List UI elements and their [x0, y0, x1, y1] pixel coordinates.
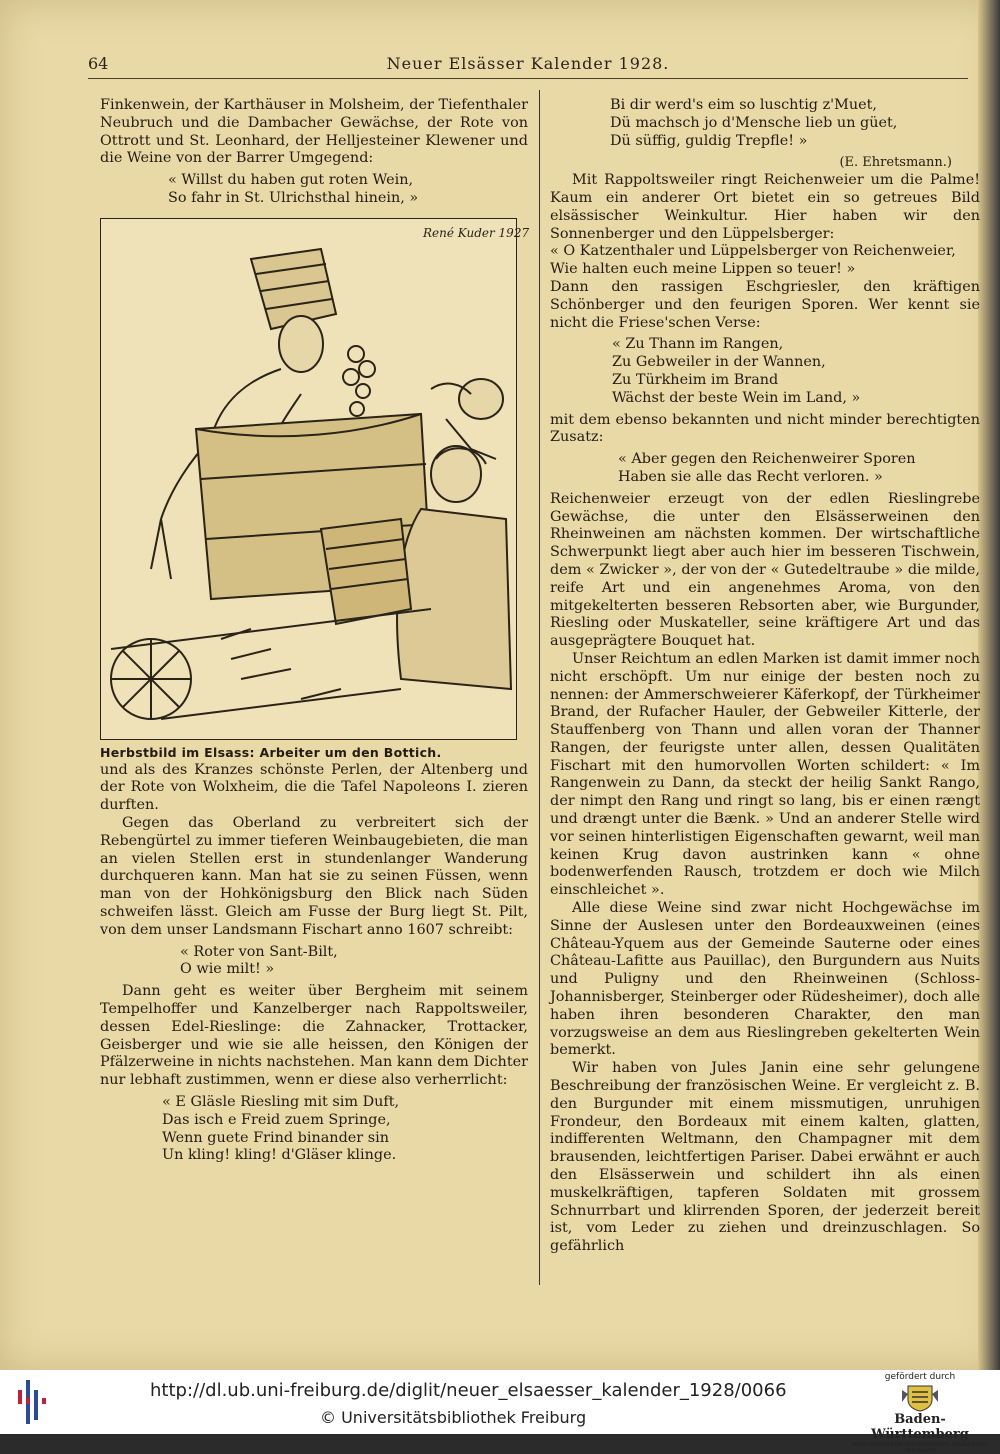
- sponsor-name: Baden-Württemberg: [871, 1412, 969, 1442]
- column-divider: [539, 90, 540, 1285]
- paragraph: Alle diese Weine sind zwar nicht Hochgewächse im Sinne der Auslesen unter den Bordeauxweinen (eines Château-Yquem aus der Gemeinde Sauterne oder eines Château-Lafitte aus Pauillac), den Burgundern aus Nuits und Puligny und den Rheinweinen (Schloss-Johannisberger, Steinberger oder Rüdesheimer), doch alle haben ihren besonderen Charakter, den man vorzugsweise an dem aus Rieslingreben gekelterten Wein bemerkt.: [550, 900, 980, 1059]
- paragraph: Gegen das Oberland zu verbreitert sich der Rebengürtel zu immer tieferen Weinbaugebieten, die man an vielen Stellen erst in stundenlanger Wanderung durchqueren kann. Man hat sie zu seinen Füssen, wenn man von der Hohkönigsburg den Blick nach Süden schweifen lässt. Gleich am Fusse der Burg liegt St. Pilt, von dem unser Landsmann Fischart anno 1607 schreibt:: [100, 814, 528, 938]
- page-title: Neuer Elsässer Kalender 1928.: [386, 54, 670, 73]
- verse-author: (E. Ehretsmann.): [839, 155, 952, 171]
- illustration-grape-harvest: [100, 218, 530, 740]
- paragraph: mit dem ebenso bekannten und nicht minder berechtigten Zusatz:: [550, 411, 980, 446]
- running-header: [88, 52, 968, 79]
- illustration-caption: Herbstbild im Elsass: Arbeiter um den Bottich.: [100, 744, 442, 760]
- verse: « Roter von Sant-Bilt, O wie milt! »: [180, 943, 338, 978]
- paragraph: Unser Reichtum an edlen Marken ist damit immer noch nicht erschöpft. Um nur einige der besten noch zu nennen: der Ammerschweierer Käferkopf, der Türkheimer Brand, der Rufacher Hauler, der Gebweiler Kitterle, der Stauffenberg von Thann und allen voran der Thanner Rangen, der feurigste unter allen, dessen Qualitäten Fischart mit den humorvollen Worten schildert: « Im Rangenwein zu Dann, da steckt der heilig Sankt Rango, der nimpt den Rang und ringt so lang, bis er einen rængt und drængt unter die Bænk. » Und an anderer Stelle wird vor seinen hinterlistigen Eigenschaften gewarnt, weil man keinen Krug davon austrinken kann « ohne bodenwerfenden Rausch, trotzdem er doch wie Milch einschleichet ».: [550, 650, 980, 899]
- sponsor-block: [850, 1372, 990, 1454]
- paragraph: Reichenweier erzeugt von der edlen Rieslingrebe Gewächse, die unter den Elsässerweinen den Rheinweinen am nächsten kommen. Der wirtschaftliche Schwerpunkt liegt aber auch hier im besseren Tischwein, dem « Zwicker », der von der « Gutedeltraube » die milde, reife Art und ein angenehmes Aroma, von den mitgekelterten besseren Rebsorten aber, wie Burgunder, Riesling oder Muskateller, seine kräftigere Art und das ausgeprägtere Bouquet hat.: [550, 490, 980, 650]
- paragraph: und als des Kranzes schönste Perlen, der Altenberg und der Rote von Wolxheim, die die Tafel Napoleons I. zieren durften.: [100, 761, 528, 814]
- woodcut-illustration: [101, 219, 530, 739]
- copyright-notice: © Universitätsbibliothek Freiburg: [320, 1408, 587, 1427]
- paragraph: Wir haben von Jules Janin eine sehr gelungene Beschreibung der französischen Weine. Er vergleicht z. B. den Burgunder mit einem missmutigen, unruhigen Frondeur, den Bordeaux mit einem kalten, glatten, indifferenten Weltmann, den Champagner mit dem brausenden, leichtfertigen Pariser. Dabei erwähnt er auch den Elsässerwein und schildert ihn als einen muskelkräftigen, tapferen Soldaten mit grossem Schnurrbart und klirrenden Sporen, der jederzeit bereit ist, vom Leder zu ziehen und dreinzuschlagen. So gefährlich: [550, 1060, 980, 1255]
- left-column: [100, 97, 528, 1169]
- paragraph: Dann den rassigen Eschgriesler, den kräftigen Schönberger und den feurigen Sporen. Wer kennt sie nicht die Friese'schen Verse:: [550, 278, 980, 331]
- document-url-link[interactable]: http://dl.ub.uni-freiburg.de/diglit/neuer_elsaesser_kalender_1928/0066: [150, 1380, 787, 1401]
- sponsor-label: gefördert durch: [884, 1372, 956, 1382]
- paragraph: Dann geht es weiter über Bergheim mit seinem Tempelhoffer und Kanzelberger nach Rappoltsweiler, dessen Edel-Rieslinge: die Zahnacker, Trottacker, Geisberger und wie sie alle heissen, den Königen der Pfälzerweine in nichts nachstehen. Man kann dem Dichter nur lebhaft zustimmen, wenn er diese also verherrlicht:: [100, 983, 528, 1089]
- paragraph: Mit Rappoltsweiler ringt Reichenweier um die Palme! Kaum ein anderer Ort bietet ein so getreues Bild elsässischer Weinkultur. Hier haben wir den Sonnenberger und den Lüppelsberger:: [550, 172, 980, 242]
- page-number: 64: [88, 54, 109, 73]
- viewer-footer: [0, 1370, 1000, 1454]
- artist-signature: René Kuder 1927: [423, 225, 530, 240]
- verse: « Willst du haben gut roten Wein, So fahr in St. Ulrichsthal hinein, »: [168, 172, 419, 206]
- verse: « E Gläsle Riesling mit sim Duft, Das isch e Freid zuem Springe, Wenn guete Frind binander sin Un kling! kling! d'Gläser klinge.: [162, 1093, 400, 1164]
- right-column: [550, 97, 980, 1256]
- verse: « Zu Thann im Rangen, Zu Gebweiler in der Wannen, Zu Türkheim im Brand Wächst der beste Wein im Land, »: [612, 336, 861, 406]
- verse: Bi dir werd's eim so luschtig z'Muet, Dü machsch jo d'Mensche lieb un güet, Dü süffig, guldig Trepfle! »: [610, 97, 898, 149]
- paragraph: Finkenwein, der Karthäuser in Molsheim, der Tiefenthaler Neubruch und die Dambacher Gewächse, der Rote von Ottrott und St. Leonhard, der Helljesteiner Klewener und die Weine von der Barrer Umgegend:: [100, 97, 528, 167]
- page-edge: [978, 0, 1000, 1370]
- sponsor-ministry: MINISTERIUM FÜR WISSENSCHAFT, FORSCHUNG UND KUNST: [851, 1442, 989, 1454]
- coat-of-arms-icon: [900, 1384, 940, 1412]
- verse: « Aber gegen den Reichenweirer Sporen Haben sie alle das Recht verloren. »: [618, 451, 916, 485]
- ub-freiburg-logo-icon: [14, 1376, 54, 1428]
- quote: « O Katzenthaler und Lüppelsberger von Reichenweier, Wie halten euch meine Lippen so teuer! »: [550, 243, 956, 278]
